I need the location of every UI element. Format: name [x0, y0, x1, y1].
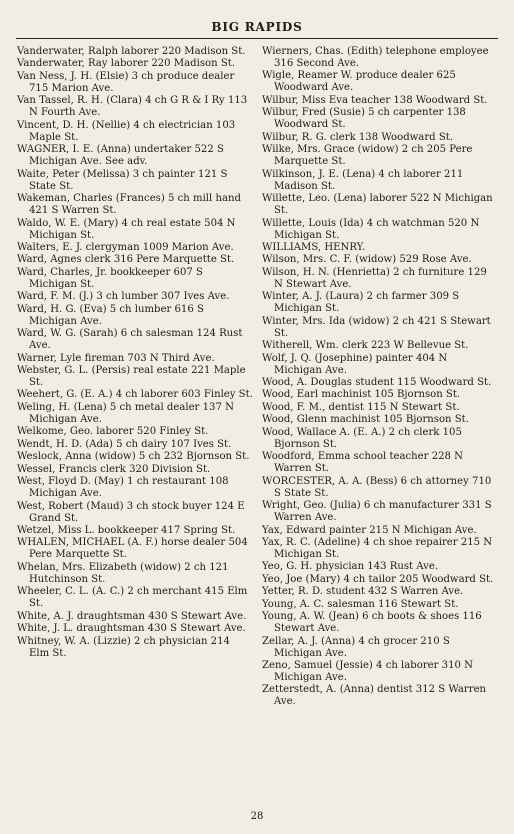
directory-entry: Wood, A. Douglas student 115 Woodward St. [262, 377, 492, 388]
directory-entry: Witherell, Wm. clerk 223 W Bellevue St. [262, 340, 469, 352]
directory-entry: Van Ness, J. H. (Elsie) 3 ch produce dealer 715 Marion Ave. [17, 70, 235, 94]
directory-entry: Wheeler, C. L. (A. C.) 2 ch merchant 415 Elm St. [17, 586, 248, 610]
directory-entry: Ward, H. G. (Eva) 5 ch lumber 616 S Michigan Ave. [17, 303, 204, 327]
directory-entry: Wilson, H. N. (Henrietta) 2 ch furniture 129 N Stewart Ave. [262, 266, 487, 290]
directory-entry: Wierners, Chas. (Edith) telephone employee 316 Second Ave. [262, 46, 489, 69]
directory-entry: Warner, Lyle fireman 703 N Third Ave. [17, 352, 215, 364]
directory-entry: Webster, G. L. (Persis) real estate 221 Maple St. [17, 365, 246, 388]
directory-entry: Wigle, Reamer W. produce dealer 625 Woodward Ave. [262, 70, 456, 94]
directory-entry: Zetterstedt, A. (Anna) dentist 312 S Warren Ave. [262, 684, 487, 708]
directory-entry: Vanderwater, Ray laborer 220 Madison St. [17, 58, 236, 70]
directory-entry: Young, A. C. salesman 116 Stewart St. [262, 598, 459, 610]
directory-entry: Willette, Leo. (Lena) laborer 522 N Michigan St. [262, 193, 493, 217]
directory-entry: Wilke, Mrs. Grace (widow) 2 ch 205 Pere Marquette St. [262, 144, 473, 168]
directory-entry: Wolf, J. Q. (Josephine) painter 404 N Michigan Ave. [262, 352, 448, 376]
directory-entry: Waite, Peter (Melissa) 3 ch painter 121 S State St. [17, 168, 228, 192]
directory-entry: Vanderwater, Ralph laborer 220 Madison St. [17, 46, 246, 57]
directory-entry: Wood, Wallace A. (E. A.) 2 ch clerk 105 Bjornson St. [262, 426, 462, 450]
directory-entry: WILLIAMS, HENRY. [262, 241, 366, 253]
directory-entry: Walters, E. J. clergyman 1009 Marion Ave. [17, 241, 234, 253]
directory-entry: Weslock, Anna (widow) 5 ch 232 Bjornson St. [17, 451, 250, 463]
directory-entry: Weehert, G. (E. A.) 4 ch laborer 603 Finley St. [17, 389, 253, 401]
right-column [262, 46, 498, 709]
directory-entry: Wilbur, Miss Eva teacher 138 Woodward St. [262, 94, 488, 106]
directory-entry: WAGNER, I. E. (Anna) undertaker 522 S Michigan Ave. See adv. [17, 144, 224, 168]
directory-entry: Weling, H. (Lena) 5 ch metal dealer 137 N Michigan Ave. [17, 401, 234, 425]
directory-entry: Wilson, Mrs. C. F. (widow) 529 Rose Ave. [262, 254, 472, 266]
directory-entry: Whitney, W. A. (Lizzie) 2 ch physician 214 Elm St. [17, 635, 230, 659]
directory-entry: Van Tassel, R. H. (Clara) 4 ch G R & I Ry 113 N Fourth Ave. [17, 95, 248, 119]
directory-entry: Ward, Charles, Jr. bookkeeper 607 S Michigan St. [17, 266, 203, 290]
directory-entry: Winter, Mrs. Ida (widow) 2 ch 421 S Stewart St. [262, 315, 491, 339]
directory-entry: Wendt, H. D. (Ada) 5 ch dairy 107 Ives St. [17, 438, 232, 450]
directory-entry: Welkome, Geo. laborer 520 Finley St. [17, 426, 209, 438]
directory-entry: Yeo, Joe (Mary) 4 ch tailor 205 Woodward St. [262, 573, 494, 585]
left-column [17, 46, 253, 660]
directory-entry: Wood, Earl machinist 105 Bjornson St. [262, 389, 461, 401]
directory-entry: Wetzel, Miss L. bookkeeper 417 Spring St. [17, 524, 236, 536]
directory-entry: Yeo, G. H. physician 143 Rust Ave. [262, 561, 439, 573]
directory-entry: Ward, Agnes clerk 316 Pere Marquette St. [17, 254, 235, 266]
directory-entry: West, Robert (Maud) 3 ch stock buyer 124 E Grand St. [17, 500, 245, 524]
directory-entry: Winter, A. J. (Laura) 2 ch farmer 309 S Michigan St. [262, 291, 460, 315]
directory-entry: Yax, R. C. (Adeline) 4 ch shoe repairer 215 N Michigan St. [262, 536, 493, 560]
directory-entry: Wright, Geo. (Julia) 6 ch manufacturer 331 S Warren Ave. [262, 500, 492, 524]
directory-entry: Wilbur, Fred (Susie) 5 ch carpenter 138 Woodward St. [262, 107, 466, 131]
page-header: BIG RAPIDS [211, 20, 303, 34]
directory-entry: Wilkinson, J. E. (Lena) 4 ch laborer 211 Madison St. [262, 168, 464, 192]
directory-entry: Wood, F. M., dentist 115 N Stewart St. [262, 401, 460, 413]
directory-entry: Ward, W. G. (Sarah) 6 ch salesman 124 Rust Ave. [17, 328, 243, 352]
directory-entry: West, Floyd D. (May) 1 ch restaurant 108 Michigan Ave. [17, 476, 229, 500]
directory-entry: Zeno, Samuel (Jessie) 4 ch laborer 310 N Michigan Ave. [262, 660, 473, 683]
directory-entry: Woodford, Emma school teacher 228 N Warren St. [262, 451, 463, 475]
directory-entry: Ward, F. M. (J.) 3 ch lumber 307 Ives Ave. [17, 291, 230, 303]
directory-entry: Wilbur, R. G. clerk 138 Woodward St. [262, 131, 454, 143]
directory-entry: Wakeman, Charles (Frances) 5 ch mill hand 421 S Warren St. [17, 193, 241, 217]
directory-entry: WORCESTER, A. A. (Bess) 6 ch attorney 710 S State St. [262, 475, 492, 499]
directory-entry: Whelan, Mrs. Elizabeth (widow) 2 ch 121 Hutchinson St. [17, 561, 229, 585]
header-rule [16, 38, 498, 39]
directory-entry: Wood, Glenn machinist 105 Bjornson St. [262, 414, 469, 426]
page-number: 28 [250, 811, 264, 822]
directory-entry: Wessel, Francis clerk 320 Division St. [17, 463, 211, 475]
directory-entry: Yax, Edward painter 215 N Michigan Ave. [262, 524, 477, 536]
directory-entry: Waldo, W. E. (Mary) 4 ch real estate 504 N Michigan St. [17, 217, 236, 241]
directory-entry: Vincent, D. H. (Nellie) 4 ch electrician 103 Maple St. [17, 119, 236, 143]
directory-entry: Young, A. W. (Jean) 6 ch boots & shoes 116 Stewart Ave. [262, 611, 482, 635]
directory-entry: White, A. J. draughtsman 430 S Stewart Ave. [17, 610, 247, 622]
directory-entry: Yetter, R. D. student 432 S Warren Ave. [262, 586, 464, 598]
directory-entry: White, J. L. draughtsman 430 S Stewart Ave. [17, 623, 246, 635]
directory-entry: Willette, Louis (Ida) 4 ch watchman 520 N Michigan St. [262, 217, 480, 241]
directory-entry: Zellar, A. J. (Anna) 4 ch grocer 210 S Michigan Ave. [262, 635, 450, 659]
directory-entry: WHALEN, MICHAEL (A. F.) horse dealer 504 Pere Marquette St. [17, 537, 248, 561]
